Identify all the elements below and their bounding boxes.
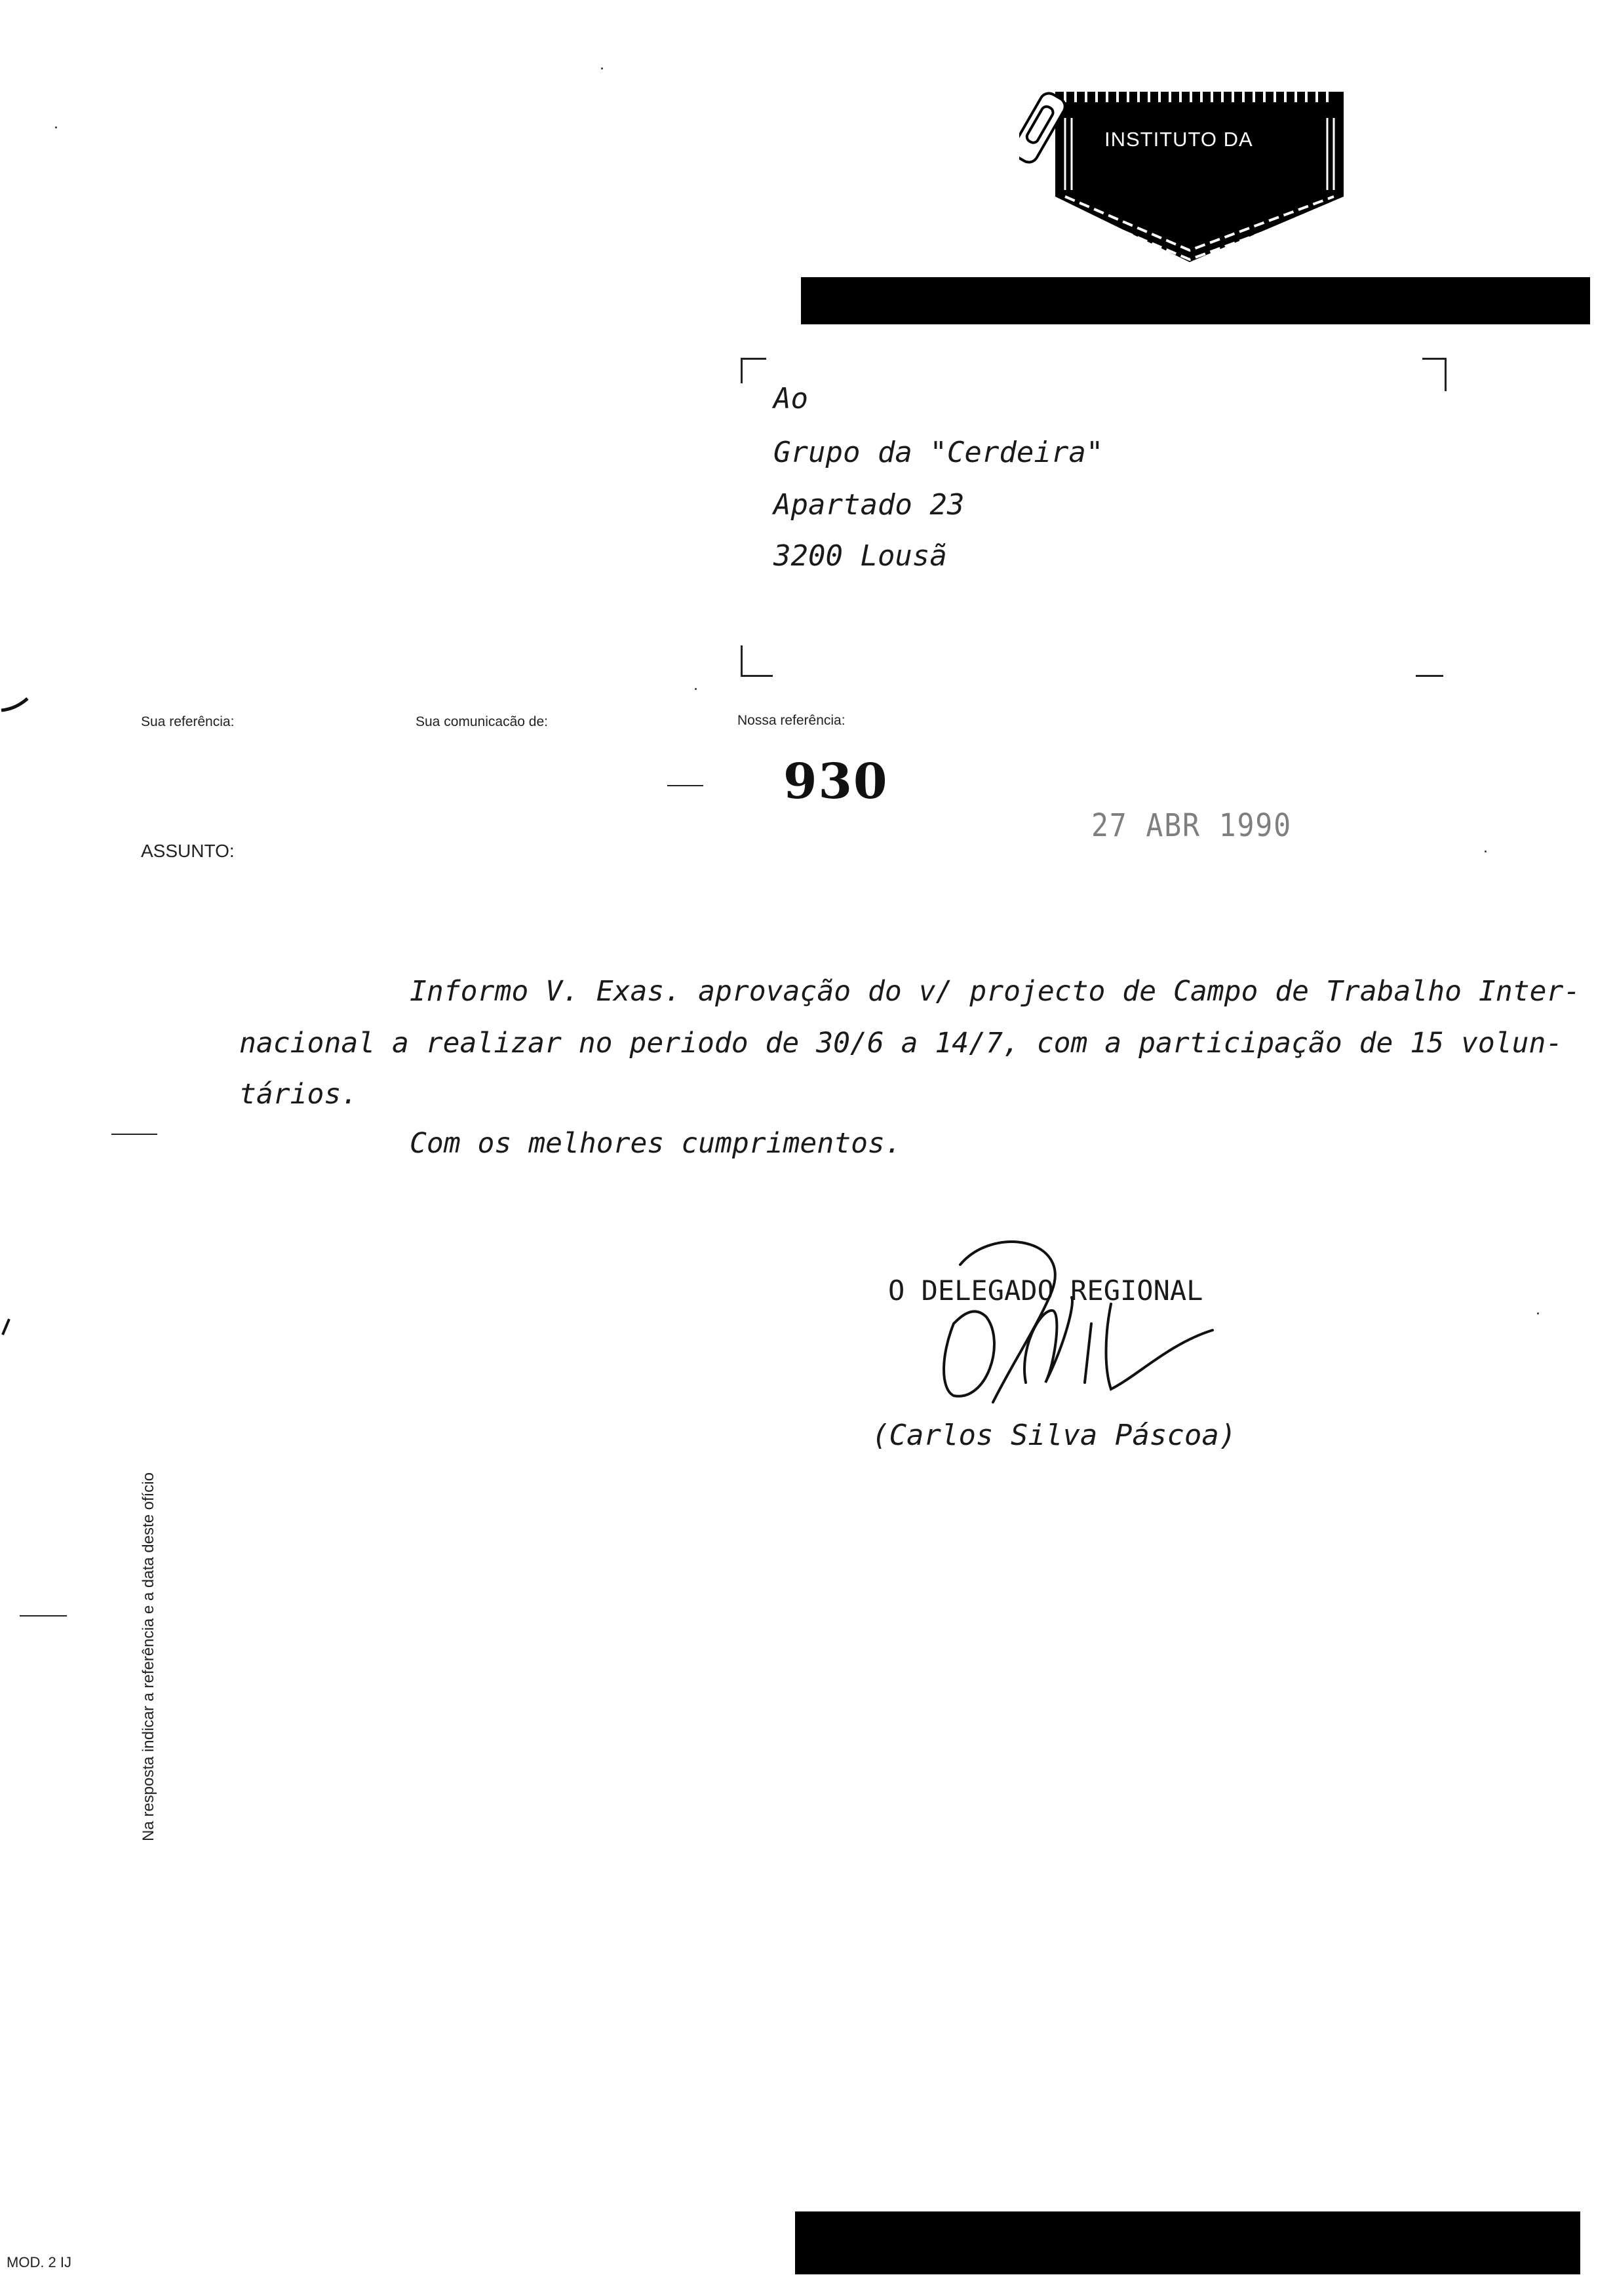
recipient-line-2: Apartado 23: [773, 488, 965, 522]
header-bar: [801, 277, 1590, 324]
footer-bar: [795, 2211, 1580, 2274]
address-corner-bottom-right: [1416, 645, 1443, 677]
address-corner-bottom-left: [741, 645, 773, 677]
body-line-1: Informo V. Exas. aprovação do v/ projecto de Campo de Trabalho Inter-: [410, 975, 1581, 1008]
logo-text: INSTITUTO DA: [1104, 128, 1253, 151]
body-line-3: tários.: [239, 1078, 359, 1111]
signatory-name: (Carlos Silva Páscoa): [872, 1419, 1237, 1452]
paper-speck: [601, 67, 603, 69]
assunto-label: ASSUNTO:: [141, 841, 235, 861]
paper-speck: [695, 688, 697, 690]
recipient-line-3: 3200 Lousã: [773, 539, 947, 573]
address-corner-top-right: [1422, 358, 1447, 391]
reference-dash: [667, 785, 703, 786]
margin-instruction: Na resposta indicar a referência e a data deste ofício: [140, 1472, 157, 1841]
date-stamp: 27 ABR 1990: [1091, 807, 1292, 844]
signatory-title: O DELEGADO REGIONAL: [888, 1274, 1203, 1307]
form-code: MOD. 2 IJ: [7, 2254, 72, 2270]
paper-speck: [1537, 1312, 1539, 1314]
paper-speck: [55, 126, 57, 128]
paper-speck: [1485, 851, 1487, 852]
body-line-2: nacional a realizar no periodo de 30/6 a 14/7, com a participação de 15 volun-: [239, 1027, 1563, 1060]
fold-mark-upper: [111, 1134, 157, 1135]
nossa-referencia-value: 930: [783, 754, 889, 810]
address-corner-top-left: [741, 358, 766, 383]
sua-referencia-label: Sua referência:: [141, 714, 235, 729]
recipient-line-1: Grupo da "Cerdeira": [773, 436, 1104, 469]
punch-mark-lower: [0, 1314, 13, 1340]
recipient-salutation: Ao: [773, 382, 808, 415]
institute-logo: [1019, 66, 1360, 275]
fold-mark-lower: [20, 1615, 67, 1617]
handwritten-signature: [914, 1232, 1249, 1448]
nossa-referencia-label: Nossa referência:: [737, 713, 846, 728]
sua-comunicacao-label: Sua comunicacão de:: [416, 714, 548, 729]
closing-line: Com os melhores cumprimentos.: [410, 1127, 902, 1160]
punch-mark-upper: [0, 695, 33, 714]
